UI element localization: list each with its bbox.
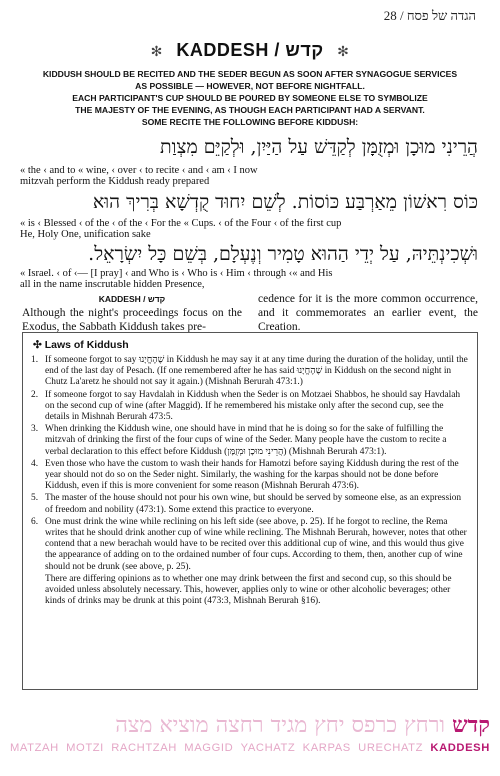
hebrew-step: מוציא: [159, 713, 209, 738]
english-step: URECHATZ: [358, 742, 424, 754]
law-number: 4.: [31, 458, 39, 469]
law-item: [31, 459, 469, 493]
english-step: KARPAS: [302, 742, 351, 754]
seder-steps-footer: [0, 704, 500, 776]
gloss-line-3a: « Israel. ‹ of ‹— [I pray] ‹ and Who is ‹ Who is ‹ Him ‹ through ‹« and His: [20, 268, 333, 279]
english-step-current: KADDESH: [430, 742, 490, 754]
hebrew-step: מגיד: [270, 713, 308, 738]
gloss-line-2b: He, Holy One, unification sake: [20, 229, 151, 240]
english-step: MAGGID: [184, 742, 234, 754]
section-title: [0, 40, 500, 61]
law-text: There are differing opinions as to whether one may drink between the first and second cup, so this should be avoided unless absolutely necessary. This, however, applies only to wine or other alcoholic beverages; other kinds of drinks may be drunk at this point (473:3, Mishnah Berurah §16).: [45, 573, 452, 607]
law-item: [31, 574, 469, 608]
hebrew-steps: [10, 712, 490, 742]
instruction-line: SOME RECITE THE FOLLOWING BEFORE KIDDUSH:: [141, 117, 359, 127]
gloss-line-2a: « is ‹ Blessed ‹ of the ‹ of the ‹ For the « Cups. ‹ of the Four ‹ of the first cup: [20, 218, 342, 229]
law-item: [31, 493, 469, 515]
law-item: [31, 424, 469, 458]
hebrew-step: קדש: [452, 712, 490, 738]
law-number: 2.: [31, 389, 39, 400]
instructions: [20, 68, 480, 128]
law-text: If someone forgot to say שֶׁהֶחֱיָנוּ in Kiddush he may say it at any time during the duration of the holiday, until the end of the last day of Pesach. (If one remembered after he has said שֶׁהֶחֱיָנוּ in Kiddush on the second night in Chutz La'aretz he should not say it again.) (Mishnah Berurah 473:1.): [45, 355, 468, 388]
law-item: [31, 390, 469, 424]
law-item: [31, 355, 469, 389]
laws-list: [31, 355, 469, 608]
instruction-line: KIDDUSH SHOULD BE RECITED AND THE SEDER BEGUN AS SOON AFTER SYNAGOGUE SERVICES: [42, 69, 458, 79]
law-number: 3.: [31, 424, 39, 435]
law-text: The master of the house should not pour his own wine, but should be served by someone else, as an expression of freedom and nobility (473:1). Some extend this practice to everyone.: [45, 493, 462, 515]
page-number: 28: [383, 8, 397, 23]
commentary-right-column: [258, 292, 478, 334]
commentary-heading: KADDESH / קדש: [98, 294, 166, 304]
instruction-line: EACH PARTICIPANT'S CUP SHOULD BE POURED BY SOMEONE ELSE TO SYMBOLIZE: [72, 93, 428, 103]
hebrew-step: כרפס: [351, 713, 398, 738]
running-header: הגדה של פסח / 28: [383, 8, 476, 23]
ornament-left-icon: ✻: [150, 43, 163, 59]
prayer-line-1: הֲרֵינִי מוּכָן וּמְזֻמָּן לְקַדֵּשׁ עַל הַיַּיִן, וּלְקַיֵּם מִצְוַת: [160, 136, 478, 158]
english-step: RACHTZAH: [111, 742, 177, 754]
english-step: MOTZI: [66, 742, 104, 754]
law-text: When drinking the Kiddush wine, one should have in mind that he is doing so for the sake of fulfilling the mitzvah of drinking the first of the four cups of wine of the Seder. Many people have the custom to recite a verbal declaration to this effect before Kiddush (הֲרֵינִי מוּכָן וּמְזֻמָּן) (Mishnah Berurah 473:1).: [45, 424, 447, 457]
instruction-line: AS POSSIBLE — HOWEVER, NOT BEFORE NIGHTFALL.: [135, 81, 365, 91]
hebrew-step: יחץ: [314, 713, 345, 738]
english-steps: [10, 742, 490, 754]
law-number: 5.: [31, 493, 39, 504]
commentary-left-column: [22, 292, 242, 334]
prayer-line-2: כּוֹס רִאשׁוֹן מֵאַרְבַּע כּוֹסוֹת. לְשֵׁם יִחוּד קֻדְשָׁא בְּרִיךְ הוּא: [92, 191, 478, 213]
law-number: 6.: [31, 516, 39, 527]
law-item: [31, 517, 469, 573]
law-text: One must drink the wine while reclining on his left side (see above, p. 25). If he forgot to recline, the Rema writes that he should drink another cup of wine while reclining. The Mishnah Berurah, however, notes that other contend that a new berachah would have to be recited over this additional cup of wine, and this would thus give the appearance of adding on to the ordained number of four cups. According to them, then, another cup of wine should not be drunk (see above, p. 25).: [45, 516, 467, 572]
ornament-right-icon: ✻: [337, 43, 350, 59]
laws-box: [22, 332, 478, 690]
hebrew-step: ורחץ: [404, 713, 446, 738]
instruction-line: THE MAJESTY OF THE EVENING, AS THOUGH EACH PARTICIPANT HAD A SERVANT.: [75, 105, 425, 115]
hebrew-step: מצה: [115, 713, 153, 738]
law-number: 1.: [31, 355, 39, 365]
scroll-ornament-icon: ✣: [33, 339, 45, 351]
section-title-text: KADDESH / קדש: [176, 40, 324, 60]
laws-title-text: Laws of Kiddush: [44, 339, 129, 351]
english-step: MATZAH: [10, 742, 59, 754]
gloss-line-3b: all in the name inscrutable hidden Presence,: [20, 279, 205, 290]
gloss-line-1b: mitzvah perform the Kiddush ready prepared: [20, 176, 210, 187]
english-step: YACHATZ: [240, 742, 296, 754]
gloss-line-1a: « the ‹ and to « wine, ‹ over ‹ to recite ‹ and ‹ am ‹ I now: [20, 165, 258, 176]
law-text: Even those who have the custom to wash their hands for Hamotzi before saying Kiddush during the rest of the year should not do so on the Seder night. Similarly, the washing for the karpas should not be done before Kiddush, even if this is more convenient for some reason (Mishnah Berurah 473:6).: [45, 458, 459, 492]
commentary-right-text: cedence for it is the more common occurrence, and it commemorates an earlier event, the Creation.: [258, 293, 478, 333]
commentary-left-text: Although the night's proceedings focus on the Exodus, the Sabbath Kiddush takes pre-: [22, 307, 242, 333]
laws-title: [33, 339, 129, 351]
hebrew-step: רחצה: [215, 713, 264, 738]
running-title: הגדה של פסח: [406, 8, 476, 23]
prayer-line-3: וּשְׁכִינְתֵּיהּ, עַל יְדֵי הַהוּא טָמִיר וְנֶעְלָם, בְּשֵׁם כָּל יִשְׂרָאֵל.: [88, 243, 478, 265]
law-text: If someone forgot to say Havdalah in Kiddush when the Seder is on Motzaei Shabbos, he should say Havdalah on the second cup of wine (after Maggid). If he remembered his mistake only after the second cup, see the details in Mishnah Berurah 473:5.: [45, 389, 461, 423]
